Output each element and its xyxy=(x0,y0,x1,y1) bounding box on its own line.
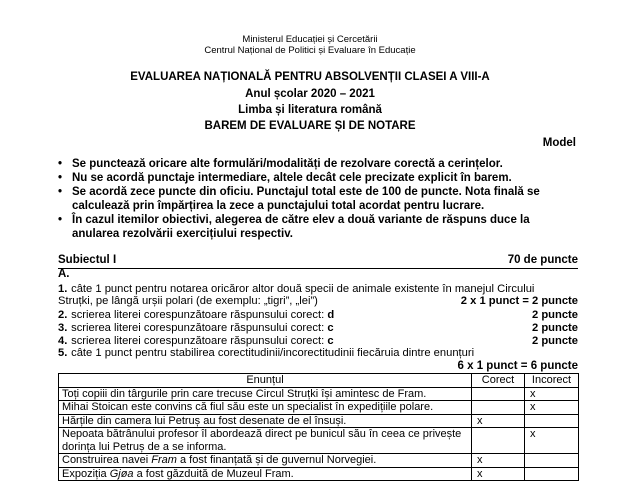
school-year: Anul școlar 2020 – 2021 xyxy=(245,88,375,100)
item-5 xyxy=(58,347,578,360)
section-points: 70 de puncte xyxy=(507,254,578,266)
item-number: 5. xyxy=(58,347,68,359)
item-number: 3. xyxy=(58,322,68,334)
item-3 xyxy=(58,322,578,335)
incorrect-cell xyxy=(525,414,579,428)
bullet-icon: • xyxy=(58,172,63,184)
statement-cell: Toți copiii din târgurile prin care trecuse Circul Struțki își amintesc de Fram. xyxy=(59,387,472,401)
bullet-icon: • xyxy=(58,186,63,198)
table-row xyxy=(59,387,579,401)
model-label: Model xyxy=(542,137,576,149)
statements-table xyxy=(58,373,579,481)
item-number: 4. xyxy=(58,335,68,347)
bullet-icon: • xyxy=(58,158,63,170)
table-row xyxy=(59,414,579,428)
subject-name: Limba și literatura română xyxy=(238,104,382,116)
item-text: câte 1 punct pentru stabilirea corectitudinii/incorectitudinii fiecăruia dintre enunțuri xyxy=(71,347,475,359)
incorrect-cell: x xyxy=(525,387,579,401)
statement-cell: Hărțile din camera lui Petruș au fost desenate de el însuși. xyxy=(59,414,472,428)
statement-cell xyxy=(59,467,472,481)
item-score: 2 puncte xyxy=(531,322,578,334)
correct-cell: x xyxy=(472,467,525,481)
item-score: 2 x 1 punct = 2 puncte xyxy=(460,295,578,307)
section-title: Subiectul I xyxy=(58,254,117,266)
item-text: scrierea literei corespunzătoare răspunsului corect: xyxy=(71,309,325,321)
header-statement: Enunțul xyxy=(59,374,472,388)
item-answer: d xyxy=(327,309,335,321)
item-answer: c xyxy=(327,335,334,347)
instructions-list xyxy=(58,157,578,241)
statement-text: Expoziția xyxy=(62,467,110,480)
instruction-item xyxy=(58,171,578,185)
item-number: 1. xyxy=(58,283,68,295)
incorrect-cell: x xyxy=(525,428,579,454)
document-title: BAREM DE EVALUARE ȘI DE NOTARE xyxy=(204,120,416,132)
item-score: 2 puncte xyxy=(531,309,578,321)
table-row xyxy=(59,467,579,481)
header-correct: Corect xyxy=(472,374,525,388)
bullet-icon: • xyxy=(58,214,63,226)
ministry-name: Ministerul Educației și Cercetării xyxy=(242,34,378,45)
item-5-score: 6 x 1 punct = 6 puncte xyxy=(457,360,578,372)
statement-text: a fost finanțată și de guvernul Norvegiei. xyxy=(176,454,377,466)
statement-cell: Nepoata bătrânului profesor îl abordează direct pe bunicul său în ceea ce privește dorința lui Petruș de a se informa. xyxy=(59,428,472,454)
instruction-item xyxy=(58,157,578,171)
table-row xyxy=(59,454,579,468)
correct-cell: x xyxy=(472,414,525,428)
item-1-line-2 xyxy=(58,295,578,308)
statement-text: a fost găzduită de Muzeul Fram. xyxy=(133,467,294,480)
incorrect-cell xyxy=(525,467,579,481)
table-header-row xyxy=(59,374,579,388)
table-row xyxy=(59,401,579,415)
item-number: 2. xyxy=(58,309,68,321)
section-header xyxy=(58,254,578,269)
correct-cell xyxy=(472,428,525,454)
item-2 xyxy=(58,309,578,322)
statement-text: Construirea navei xyxy=(62,454,152,466)
center-name: Centrul Național de Politici și Evaluare în Educație xyxy=(204,45,416,56)
item-answer: c xyxy=(327,322,334,334)
instruction-item xyxy=(58,185,578,213)
instruction-item xyxy=(58,213,578,241)
correct-cell: x xyxy=(472,454,525,468)
item-text: scrierea literei corespunzătoare răspunsului corect: xyxy=(71,322,325,334)
statement-italic: Gjøa xyxy=(109,467,134,480)
statement-cell: Mihai Stoican este convins că fiul său este un specialist în expedițiile polare. xyxy=(59,401,472,415)
statement-italic: Fram xyxy=(151,454,177,466)
instruction-text: Nu se acordă punctaje intermediare, altele decât cele precizate explicit în barem. xyxy=(72,172,512,184)
incorrect-cell xyxy=(525,454,579,468)
instruction-text: În cazul itemilor obiectivi, alegerea de către elev a două variante de răspuns duce la anularea rezolvării exercițiului respectiv. xyxy=(72,214,530,240)
item-text: Struțki, pe lângă urșii polari (de exemplu: „tigri”, „lei”) xyxy=(58,295,318,307)
part-label: A. xyxy=(58,268,70,280)
incorrect-cell: x xyxy=(525,401,579,415)
item-text: scrierea literei corespunzătoare răspunsului corect: xyxy=(71,335,325,347)
instruction-text: Se punctează oricare alte formulări/modalități de rezolvare corectă a cerințelor. xyxy=(72,158,503,170)
item-text: câte 1 punct pentru notarea oricăror altor două specii de animale existente în manejul Circului xyxy=(71,283,535,295)
correct-cell xyxy=(472,401,525,415)
exam-title: EVALUAREA NAȚIONALĂ PENTRU ABSOLVENȚII CLASEI A VIII-A xyxy=(130,71,490,83)
table-row xyxy=(59,428,579,454)
statement-cell xyxy=(59,454,472,468)
item-score: 2 puncte xyxy=(531,335,578,347)
correct-cell xyxy=(472,387,525,401)
instruction-text: Se acordă zece puncte din oficiu. Punctajul total este de 100 de puncte. Nota finală se calculează prin împărțirea la zece a punctajului total acordat pentru lucrare. xyxy=(72,186,540,212)
header-incorrect: Incorect xyxy=(525,374,579,388)
